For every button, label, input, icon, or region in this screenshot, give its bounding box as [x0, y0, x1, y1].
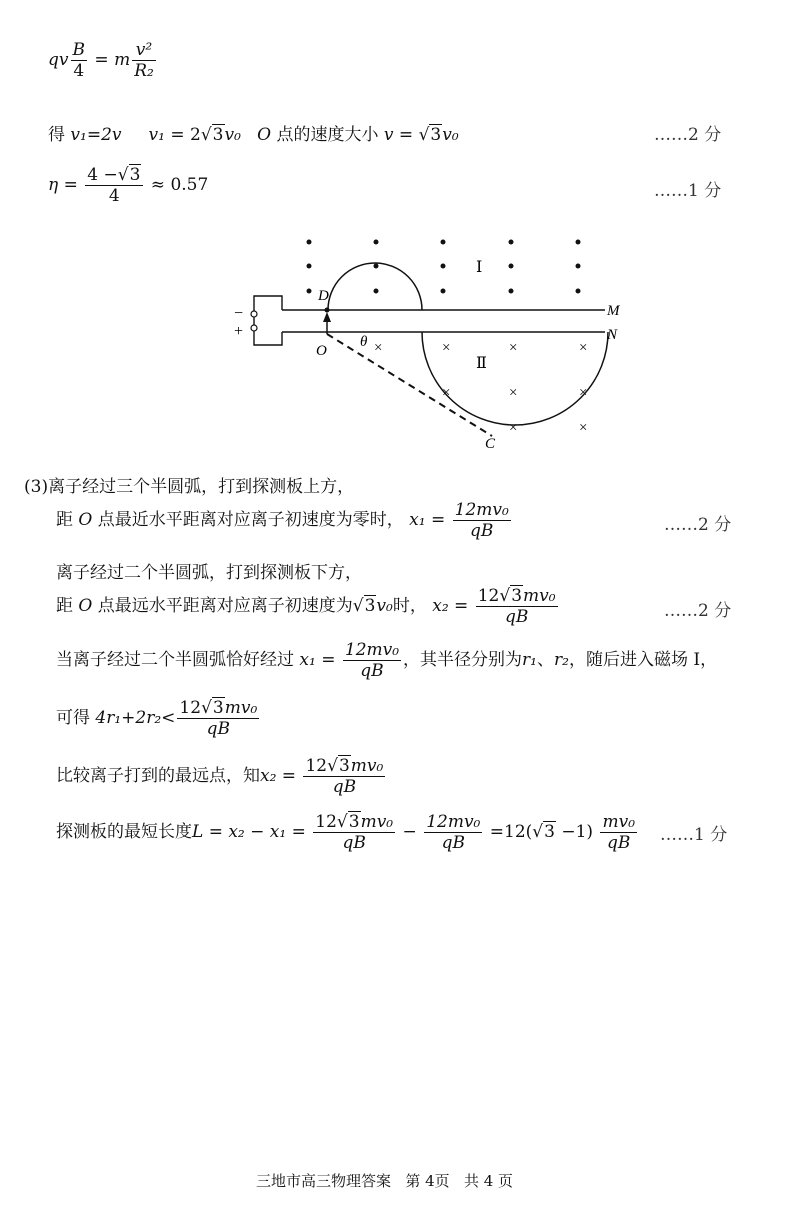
x1-lhs: x₁ = [409, 510, 446, 530]
frac-den: qB [360, 661, 384, 681]
label-o: O [316, 343, 327, 359]
sqrt3-radical: √3 [200, 125, 224, 145]
frac-num: 12mv₀ [426, 812, 481, 832]
point-o: O [78, 596, 93, 616]
result-close: −1) [555, 822, 594, 842]
text: ，随后进入磁场 I， [568, 650, 718, 670]
field-dot [441, 264, 446, 269]
score-2pt: ……2 分 [664, 601, 732, 621]
p3-line2 [56, 500, 513, 541]
field-dot [576, 240, 581, 245]
footer-page: 第 4页 [405, 1172, 450, 1190]
frac-den: qB [342, 833, 366, 853]
eq1-equals: = [94, 50, 109, 70]
p3-line6 [56, 698, 261, 739]
frac-num: 12√3mv₀ [179, 698, 258, 718]
field-dot [374, 264, 379, 269]
frac-num: 12mv₀ [344, 640, 400, 660]
minus: − [402, 822, 417, 842]
text: 、 [537, 650, 554, 670]
o-speed-text: 点的速度大小 [276, 125, 379, 145]
v-eq: = [398, 125, 414, 145]
frac-num: 12√3mv₀ [477, 586, 556, 606]
frac-den: 4 [108, 186, 120, 206]
r2: r₂ [554, 650, 569, 670]
field-dot [307, 289, 312, 294]
score-2pt: ……2 分 [654, 125, 722, 145]
text: ，其半径分别为 [403, 650, 523, 670]
region-2-label: Ⅱ [476, 355, 487, 372]
magnetic-field-diagram [0, 0, 800, 470]
page-footer [256, 1170, 513, 1191]
eta-lhs: η = [48, 175, 78, 195]
field-dot [441, 289, 446, 294]
frac-num: B [72, 40, 85, 60]
result-prefix: =12( [489, 822, 533, 842]
score-2pt: ……2 分 [664, 515, 732, 535]
point-o: O [257, 125, 272, 145]
label-n: N [607, 327, 618, 343]
sqrt3-radical: √3 [352, 596, 376, 616]
x2-frac [303, 756, 385, 797]
terminal-minus [251, 311, 257, 317]
text: 探测板的最短长度 [56, 822, 192, 842]
p3-line8 [56, 812, 639, 853]
x2-frac [476, 586, 558, 627]
sqrt3-radical: √3 [418, 125, 442, 145]
v1-lhs: v₁ [148, 125, 165, 145]
text: 点最远水平距离对应离子初速度为 [97, 596, 353, 616]
upper-semicircle-path [328, 263, 422, 310]
text: 点最近水平距离对应离子初速度为零时， [97, 510, 404, 530]
plus-sign: + [234, 323, 244, 340]
frac-num: mv₀ [602, 812, 636, 832]
field-cross: × [579, 385, 588, 401]
score-1pt: ……1 分 [654, 181, 722, 201]
v0: v₀ [224, 125, 241, 145]
field-cross: × [579, 420, 588, 436]
frac-den: qB [470, 521, 494, 541]
x2-lhs: x₂ = [432, 596, 469, 616]
x1-frac [453, 500, 511, 541]
field-dot [509, 289, 514, 294]
label-c: C [485, 436, 496, 452]
v-lhs: v [383, 125, 394, 145]
frac-num: 12mv₀ [454, 500, 509, 520]
field-cross: × [374, 340, 383, 356]
text: 时， [392, 596, 427, 616]
field-cross: × [509, 340, 518, 356]
eta-approx: ≈ 0.57 [150, 175, 209, 195]
text: 当离子经过二个半圆弧恰好经过 [56, 650, 294, 670]
radius-inequality: 4r₁+2r₂< [95, 708, 176, 728]
field-cross: × [442, 340, 451, 356]
minus-sign: − [234, 305, 244, 322]
field-cross: × [509, 385, 518, 401]
v0: v₀ [442, 125, 459, 145]
text: 距 [56, 596, 73, 616]
field-cross: × [509, 420, 518, 436]
frac-den: qB [504, 607, 529, 627]
footer-total: 共 4 页 [463, 1172, 514, 1190]
frac-num: 12√3mv₀ [315, 812, 394, 832]
length-lhs: L = x₂ − x₁ = [192, 822, 306, 842]
frac-den: R₂ [134, 61, 154, 81]
p3-line5 [56, 640, 717, 681]
r1: r₁ [522, 650, 537, 670]
field-cross: × [442, 385, 451, 401]
p3-line7 [56, 756, 387, 797]
frac-den: qB [206, 719, 231, 739]
v1-rhs: = 2 [170, 125, 201, 145]
sqrt3-radical: √3 [117, 165, 141, 185]
terminal-plus [251, 325, 257, 331]
arrow-head [323, 312, 331, 322]
ion-source-box [254, 296, 282, 345]
field-dots [307, 240, 581, 294]
eq1-lhs: qv [48, 50, 69, 70]
ineq-frac [177, 698, 259, 739]
label-m: M [607, 303, 620, 319]
frac-num: 4 −√3 [85, 165, 143, 186]
p3-line3: 离子经过二个半圆弧，打到探测板下方， [56, 563, 362, 583]
dashed-line-oc [327, 334, 492, 436]
x1-frac [343, 640, 401, 681]
x1-lhs: x₁ = [299, 650, 336, 670]
footer-school: 三地市高三物理答案 [256, 1172, 392, 1190]
frac-term2 [424, 812, 482, 853]
field-dot [576, 289, 581, 294]
frac-den: 4 [73, 61, 85, 81]
v0: v₀ [376, 596, 393, 616]
frac-den: qB [441, 833, 465, 853]
frac-den: qB [332, 777, 357, 797]
frac-den: qB [607, 833, 631, 853]
text: 可得 [56, 708, 90, 728]
point-d-dot [325, 308, 330, 313]
field-dot [374, 289, 379, 294]
text: 比较离子打到的最远点，知 [56, 766, 260, 786]
frac-term3 [600, 812, 637, 853]
region-1-label: Ⅰ [476, 259, 483, 276]
text: 距 [56, 510, 73, 530]
label-d: D [318, 288, 329, 304]
field-cross: × [579, 340, 588, 356]
sqrt3-radical: √3 [532, 822, 555, 842]
sqrt-arg: 3 [212, 125, 224, 145]
eq1-m: m [114, 50, 131, 70]
p3-line1: (3)离子经过三个半圆弧，打到探测板上方， [24, 477, 355, 497]
field-dot [374, 240, 379, 245]
frac-num: 12√3mv₀ [305, 756, 384, 776]
label-theta: θ [360, 334, 368, 350]
point-o: O [78, 510, 93, 530]
x2-lhs: x₂ = [260, 766, 297, 786]
field-dot [307, 240, 312, 245]
frac-term1 [313, 812, 395, 853]
field-dot [441, 240, 446, 245]
p3-line4 [56, 586, 560, 627]
field-dot [509, 240, 514, 245]
field-dot [307, 264, 312, 269]
v1-eq-2v: v₁=2v [70, 125, 122, 145]
score-1pt: ……1 分 [660, 825, 728, 845]
field-dot [576, 264, 581, 269]
prefix-de: 得 [48, 125, 65, 145]
field-dot [509, 264, 514, 269]
frac-num: v² [132, 40, 156, 61]
